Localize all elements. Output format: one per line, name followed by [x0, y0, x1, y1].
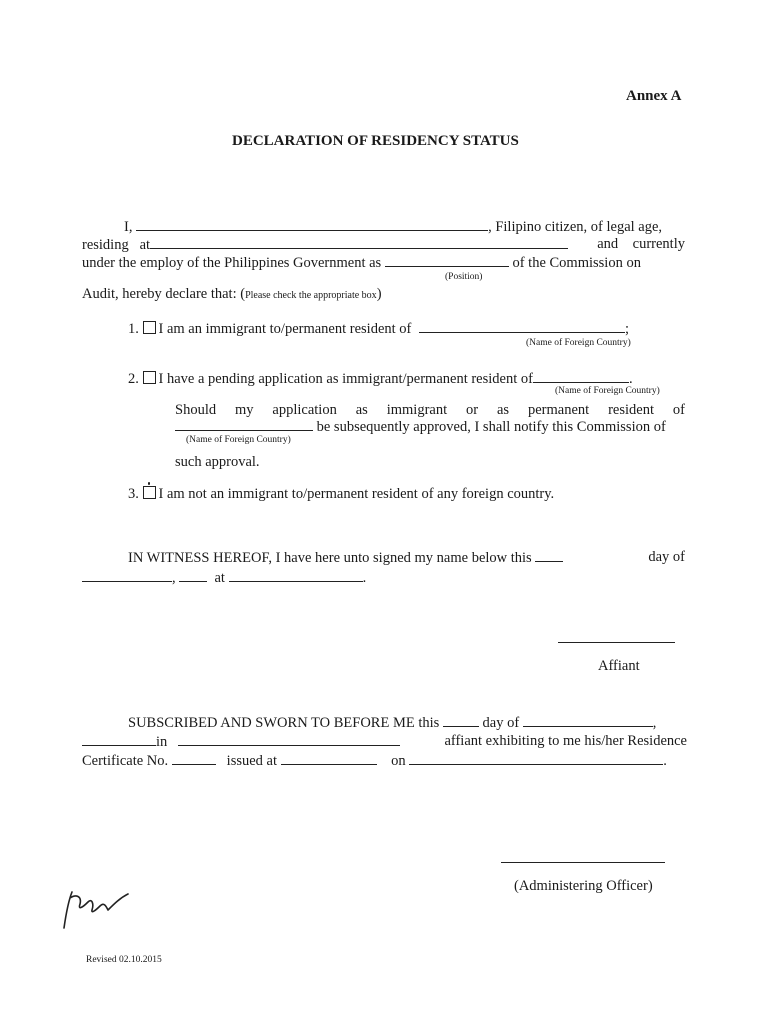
item-1-note: (Name of Foreign Country): [526, 338, 631, 348]
item-3-checkbox[interactable]: [143, 486, 156, 499]
sworn-line-2: [82, 733, 687, 751]
certificate-number-field[interactable]: [172, 752, 216, 765]
position-note: (Position): [445, 272, 483, 282]
intro-currently: currently: [632, 236, 685, 252]
sworn-exhibiting: affiant exhibiting to me his/her Residence: [444, 733, 687, 749]
item-2b-country-field[interactable]: [175, 418, 313, 431]
item-1-checkbox[interactable]: [143, 321, 156, 334]
witness-at: at: [214, 570, 225, 586]
item-2-number: 2.: [128, 371, 139, 387]
witness-month-field[interactable]: [82, 569, 172, 582]
intro-audit: Audit, hereby declare that: (: [82, 286, 246, 302]
intro-citizen: , Filipino citizen, of legal age,: [488, 219, 663, 235]
item-2-text: I have a pending application as immigrant/permanent resident of: [158, 371, 533, 387]
item-2-country-field[interactable]: [533, 370, 629, 383]
officer-label: (Administering Officer): [514, 878, 653, 894]
issued-place-field[interactable]: [281, 752, 377, 765]
affiant-label: Affiant: [598, 658, 640, 674]
intro-line-4: [82, 286, 382, 303]
such-approval: such approval.: [175, 454, 260, 470]
witness-comma: ,: [172, 570, 176, 586]
item-2-end: .: [628, 371, 633, 387]
item-1-country-field[interactable]: [419, 320, 625, 333]
handwritten-initials: [58, 884, 138, 932]
intro-of-commission: of the Commission on: [512, 255, 641, 271]
item-3: [128, 486, 554, 503]
officer-signature-line[interactable]: [501, 862, 665, 863]
sworn-cert: Certificate No.: [82, 753, 169, 769]
item-2-note: (Name of Foreign Country): [555, 386, 660, 396]
witness-period: .: [362, 570, 367, 586]
should-word: application: [272, 402, 337, 418]
sworn-day-of: day of: [482, 715, 520, 731]
witness-line-1: [128, 549, 685, 567]
sworn-year-field[interactable]: [82, 733, 156, 746]
witness-line-2: [82, 569, 366, 587]
name-field[interactable]: [136, 218, 488, 231]
intro-i: I,: [124, 219, 133, 235]
sworn-in: in: [156, 734, 168, 750]
item-1-number: 1.: [128, 321, 139, 337]
witness-day-of: day of: [648, 549, 685, 565]
approved-text: be subsequently approved, I shall notify this Commission of: [316, 419, 666, 435]
item-1-text: I am an immigrant to/permanent resident of: [158, 321, 412, 337]
sworn-month-field[interactable]: [523, 714, 653, 727]
revised-date: Revised 02.10.2015: [86, 955, 162, 965]
should-word: as: [497, 402, 510, 418]
sworn-issued-at: issued at: [226, 753, 278, 769]
should-word: my: [234, 402, 254, 418]
should-word: Should: [175, 402, 217, 418]
item-3-text: I am not an immigrant to/permanent resident of any foreign country.: [158, 486, 555, 502]
should-word: immigrant: [386, 402, 448, 418]
should-word: as: [355, 402, 368, 418]
item-3-number: 3.: [128, 486, 139, 502]
witness-year-field[interactable]: [179, 569, 207, 582]
sworn-line-1: [128, 714, 656, 732]
intro-close: ): [376, 286, 382, 302]
sworn-start: SUBSCRIBED AND SWORN TO BEFORE ME this: [128, 715, 440, 731]
document-title: DECLARATION OF RESIDENCY STATUS: [232, 133, 519, 149]
annex-label: Annex A: [626, 88, 682, 104]
position-field[interactable]: [385, 254, 509, 267]
should-word: resident: [608, 402, 654, 418]
item-1: [128, 320, 629, 338]
item-1-end: ;: [625, 321, 630, 337]
witness-day-field[interactable]: [535, 549, 563, 562]
sworn-on: on: [391, 753, 406, 769]
should-word: of: [672, 402, 685, 418]
item-2-checkbox[interactable]: [143, 371, 156, 384]
should-word: or: [466, 402, 479, 418]
approved-note: (Name of Foreign Country): [186, 435, 291, 445]
intro-at: at: [139, 237, 151, 253]
issued-date-field[interactable]: [409, 752, 663, 765]
sworn-line-3: [82, 752, 667, 770]
sworn-period: .: [663, 753, 667, 769]
sworn-day-field[interactable]: [443, 714, 479, 727]
intro-line-2: [82, 236, 685, 254]
intro-line-1: [124, 218, 662, 236]
sworn-comma: ,: [652, 715, 657, 731]
affiant-signature-line[interactable]: [558, 642, 675, 643]
intro-residing: residing: [82, 237, 129, 253]
approved-line: [175, 418, 666, 436]
intro-and: and: [597, 236, 619, 252]
witness-place-field[interactable]: [229, 569, 363, 582]
should-line: [175, 402, 685, 419]
residence-field[interactable]: [150, 236, 568, 249]
intro-line-3: [82, 254, 641, 272]
check-note: Please check the appropriate box: [245, 290, 377, 301]
should-word: permanent: [527, 402, 590, 418]
intro-employ: under the employ of the Philippines Government as: [82, 255, 382, 271]
sworn-place-field[interactable]: [178, 733, 400, 746]
witness-text: IN WITNESS HEREOF, I have here unto signed my name below this: [128, 550, 532, 566]
